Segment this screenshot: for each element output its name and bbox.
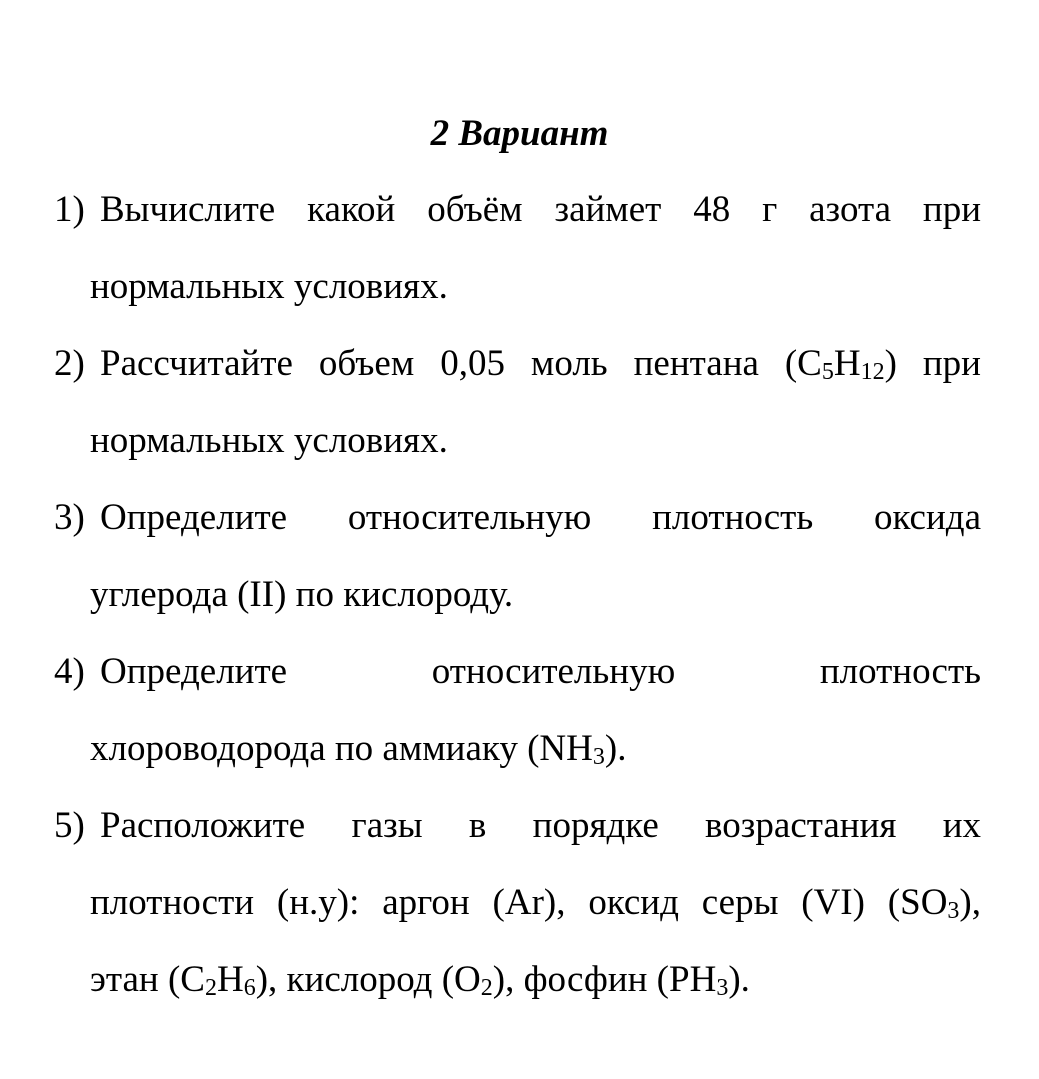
task-text-line: Определите относительную плотность [100,651,981,692]
task-text-line [90,864,981,941]
task-text-line: углерода (II) по кислороду. [90,574,514,615]
text-fragment: Рассчитайте объем 0,05 моль пентана (C [100,343,822,384]
subscript: 3 [716,975,729,1001]
subscript: 3 [592,744,605,770]
task-number: 5) [54,805,85,846]
text-fragment: хлороводорода по аммиаку (NH [90,728,593,769]
text-fragment: плотности (н.у): аргон (Ar), оксид серы (VI) (SO [90,882,948,923]
task-text-line [90,941,750,1018]
subscript: 2 [480,975,493,1001]
page-title: 2 Вариант [430,113,609,154]
text-fragment: ) при [884,343,981,384]
task-text-line [100,325,981,402]
task-number: 1) [54,189,85,230]
task-text-line: нормальных условиях. [90,420,448,461]
text-fragment: ), кислород (O [255,959,481,1000]
task-number: 2) [54,343,85,384]
subscript: 3 [947,898,960,924]
task-text-line [90,710,626,787]
text-fragment: H [216,959,244,1000]
task-text-line: нормальных условиях. [90,266,448,307]
text-fragment: ). [604,728,627,769]
task-text-line: Определите относительную плотность оксида [100,497,981,538]
task-number: 3) [54,497,85,538]
text-fragment: H [833,343,861,384]
text-fragment: этан (C [90,959,205,1000]
subscript: 5 [821,359,834,385]
task-number: 4) [54,651,85,692]
text-fragment: ). [728,959,750,1000]
subscript: 12 [860,359,885,385]
subscript: 2 [204,975,217,1001]
text-fragment: ), фосфин (PH [492,959,717,1000]
task-text-line: Расположите газы в порядке возрастания их [100,805,981,846]
text-fragment: ), [959,882,981,923]
task-text-line: Вычислите какой объём займет 48 г азота при [100,189,981,230]
subscript: 6 [243,975,256,1001]
